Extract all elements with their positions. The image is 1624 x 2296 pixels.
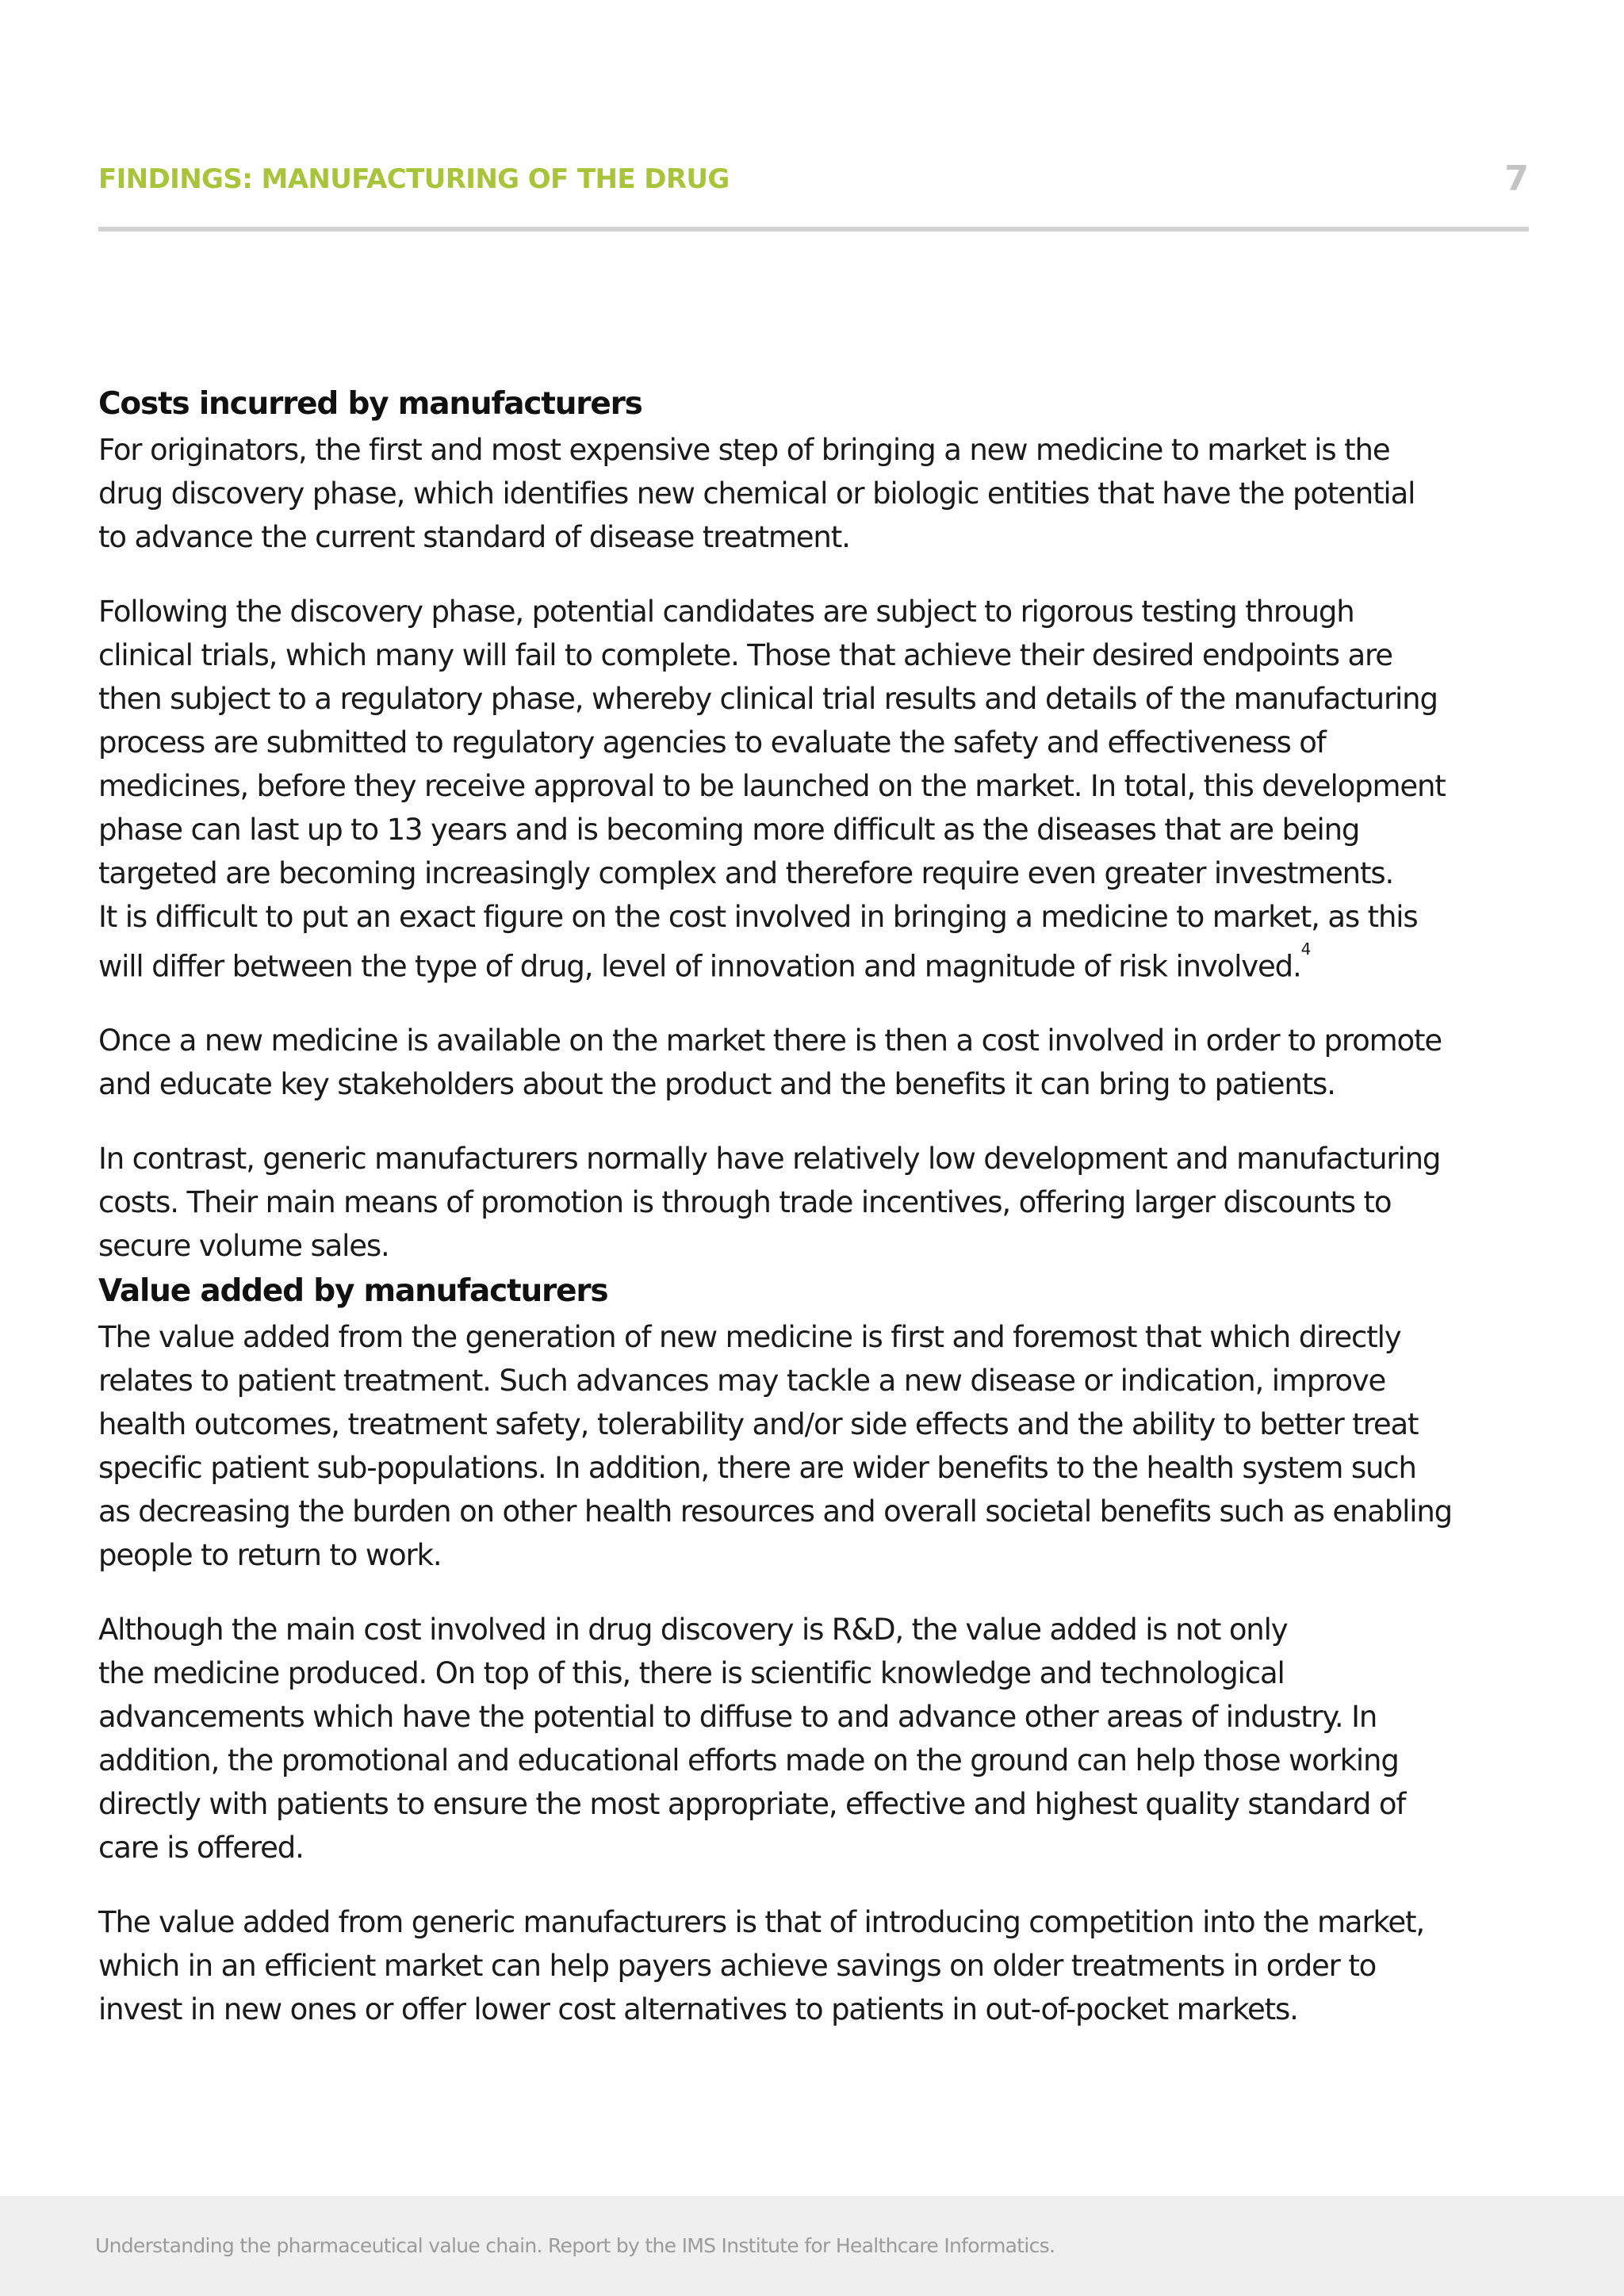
- text-line: It is difficult to put an exact figure on the cost involved in bringing a medicine to market, as this: [98, 900, 1418, 934]
- text-line: costs. Their main means of promotion is through trade incentives, offering larger discounts to: [98, 1185, 1392, 1220]
- text-line: In contrast, generic manufacturers normally have relatively low development and manufacturing: [98, 1142, 1441, 1177]
- text-line: For originators, the first and most expensive step of bringing a new medicine to market is the: [98, 433, 1390, 467]
- value-paragraph-1: [98, 1315, 1494, 1577]
- text-line: Following the discovery phase, potential candidates are subject to rigorous testing through: [98, 595, 1354, 629]
- costs-paragraph-3: [98, 1019, 1494, 1106]
- footnote-reference: 4: [1300, 939, 1312, 959]
- value-paragraph-2: [98, 1608, 1494, 1869]
- text-line: which in an efficient market can help payers achieve savings on older treatments in order to: [98, 1949, 1377, 1984]
- text-line: clinical trials, which many will fail to complete. Those that achieve their desired endpoints are: [98, 638, 1392, 672]
- text-line: specific patient sub-populations. In addition, there are wider benefits to the health system such: [98, 1451, 1416, 1486]
- text-line: health outcomes, treatment safety, tolerability and/or side effects and the ability to better treat: [98, 1407, 1419, 1442]
- text-line: and educate key stakeholders about the product and the benefits it can bring to patients.: [98, 1067, 1335, 1102]
- costs-paragraph-1: [98, 428, 1494, 559]
- text-line: The value added from generic manufacturers is that of introducing competition into the market,: [98, 1905, 1424, 1940]
- text-line: as decreasing the burden on other health resources and overall societal benefits such as enabling: [98, 1494, 1452, 1529]
- text-line: process are submitted to regulatory agencies to evaluate the safety and effectiveness of: [98, 725, 1326, 760]
- text-line: care is offered.: [98, 1831, 304, 1866]
- text-line: Although the main cost involved in drug discovery is R&D, the value added is not only: [98, 1613, 1288, 1647]
- text-line: Once a new medicine is available on the market there is then a cost involved in order to promote: [98, 1024, 1442, 1058]
- header-divider: [98, 227, 1529, 232]
- text-line: The value added from the generation of new medicine is first and foremost that which directly: [98, 1320, 1401, 1355]
- text-line: then subject to a regulatory phase, whereby clinical trial results and details of the manufacturing: [98, 682, 1438, 716]
- text-line: phase can last up to 13 years and is becoming more difficult as the diseases that are being: [98, 813, 1360, 847]
- text-line: addition, the promotional and educational efforts made on the ground can help those working: [98, 1743, 1399, 1778]
- costs-paragraph-2: [98, 590, 1494, 988]
- value-paragraph-3: [98, 1900, 1494, 2031]
- text-line: to advance the current standard of disease treatment.: [98, 520, 850, 554]
- page-header: [98, 159, 1529, 206]
- section-title: FINDINGS: MANUFACTURING OF THE DRUG: [98, 163, 730, 195]
- value-heading: Value added by manufacturers: [98, 1273, 608, 1310]
- costs-paragraph-4: [98, 1137, 1494, 1268]
- text-line: directly with patients to ensure the most appropriate, effective and highest quality standard of: [98, 1787, 1406, 1822]
- text-line-with-footnote: [98, 939, 1494, 988]
- page-number: 7: [1504, 159, 1529, 199]
- text-line: secure volume sales.: [98, 1229, 389, 1264]
- text-line: drug discovery phase, which identifies new chemical or biologic entities that have the potential: [98, 476, 1415, 511]
- text-line: people to return to work.: [98, 1538, 442, 1573]
- text-line: relates to patient treatment. Such advances may tackle a new disease or indication, improve: [98, 1364, 1386, 1399]
- page-body: [98, 381, 1494, 2031]
- text-line: will differ between the type of drug, level of innovation and magnitude of risk involved.: [98, 949, 1301, 984]
- text-line: invest in new ones or offer lower cost alternatives to patients in out-of-pocket markets.: [98, 1992, 1298, 2027]
- page-footer: [0, 2196, 1624, 2296]
- footer-citation: Understanding the pharmaceutical value chain. Report by the IMS Institute for Healthcare Informatics.: [95, 2234, 1055, 2257]
- text-line: the medicine produced. On top of this, there is scientific knowledge and technological: [98, 1656, 1285, 1691]
- text-line: advancements which have the potential to diffuse to and advance other areas of industry. In: [98, 1700, 1377, 1735]
- text-line: medicines, before they receive approval to be launched on the market. In total, this development: [98, 769, 1446, 803]
- costs-heading: Costs incurred by manufacturers: [98, 386, 642, 422]
- text-line: targeted are becoming increasingly complex and therefore require even greater investments.: [98, 856, 1394, 890]
